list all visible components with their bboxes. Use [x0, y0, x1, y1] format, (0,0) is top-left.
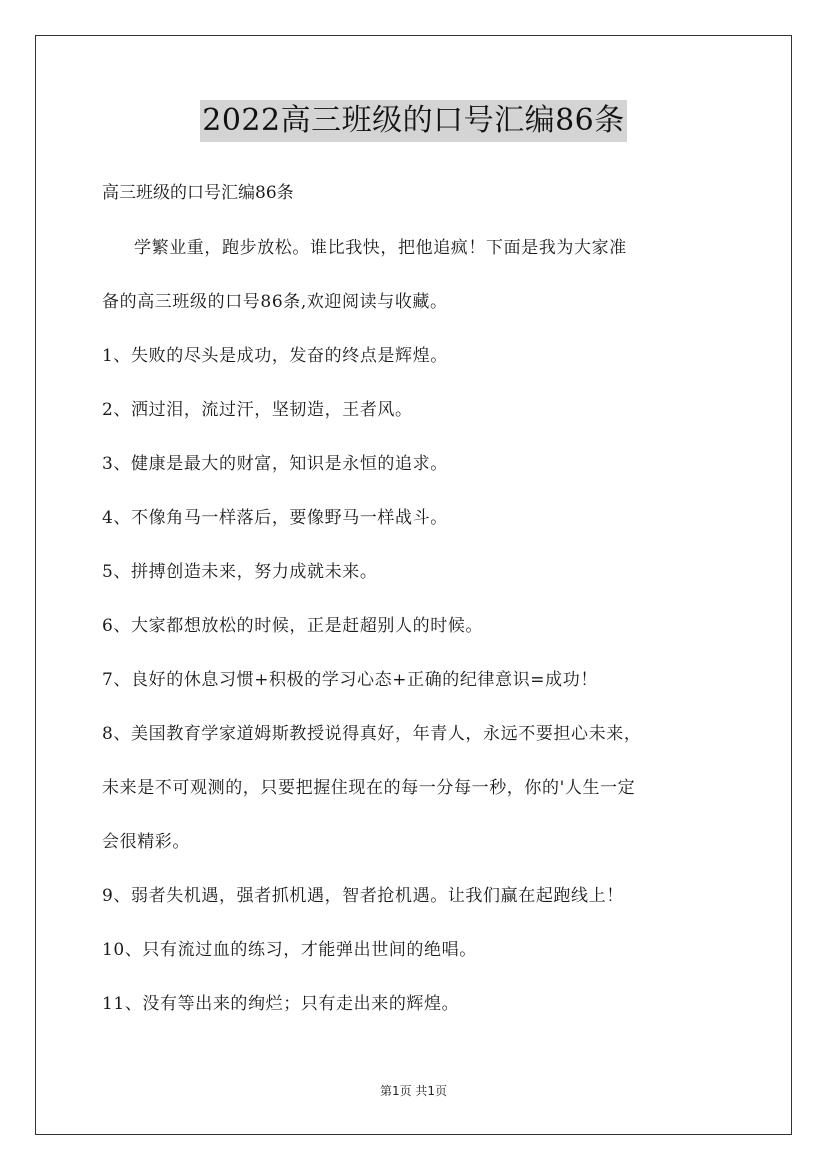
list-item: 11、没有等出来的绚烂；只有走出来的辉煌。	[102, 994, 460, 1014]
intro-line-2: 备的高三班级的口号86条,欢迎阅读与收藏。	[102, 292, 448, 312]
list-item: 1、失败的尽头是成功，发奋的终点是辉煌。	[102, 346, 448, 366]
list-item: 5、拼搏创造未来，努力成就未来。	[102, 562, 378, 582]
intro-line-1: 学繁业重，跑步放松。谁比我快，把他追疯！下面是我为大家准	[134, 238, 627, 258]
list-item: 4、不像角马一样落后，要像野马一样战斗。	[102, 508, 448, 528]
title-wrap	[0, 100, 827, 142]
list-item: 9、弱者失机遇，强者抓机遇，智者抢机遇。让我们赢在起跑线上！	[102, 886, 624, 906]
page-footer: 第1页 共1页	[379, 1084, 448, 1098]
list-item: 8、美国教育学家道姆斯教授说得真好，年青人，永远不要担心未来，	[102, 724, 642, 744]
list-item: 10、只有流过血的练习，才能弹出世间的绝唱。	[102, 940, 477, 960]
list-item: 7、良好的休息习惯+积极的学习心态+正确的纪律意识=成功！	[102, 670, 598, 690]
list-item: 3、健康是最大的财富，知识是永恒的追求。	[102, 454, 448, 474]
list-item: 2、洒过泪，流过汗，坚韧造，王者风。	[102, 400, 413, 420]
list-item-continuation: 未来是不可观测的，只要把握住现在的每一分每一秒，你的'人生一定	[102, 778, 636, 798]
list-item-continuation: 会很精彩。	[102, 832, 190, 852]
page-title: 2022高三班级的口号汇编86条	[200, 100, 627, 142]
list-item: 6、大家都想放松的时候，正是赶超别人的时候。	[102, 616, 484, 636]
document-subtitle: 高三班级的口号汇编86条	[102, 183, 294, 203]
